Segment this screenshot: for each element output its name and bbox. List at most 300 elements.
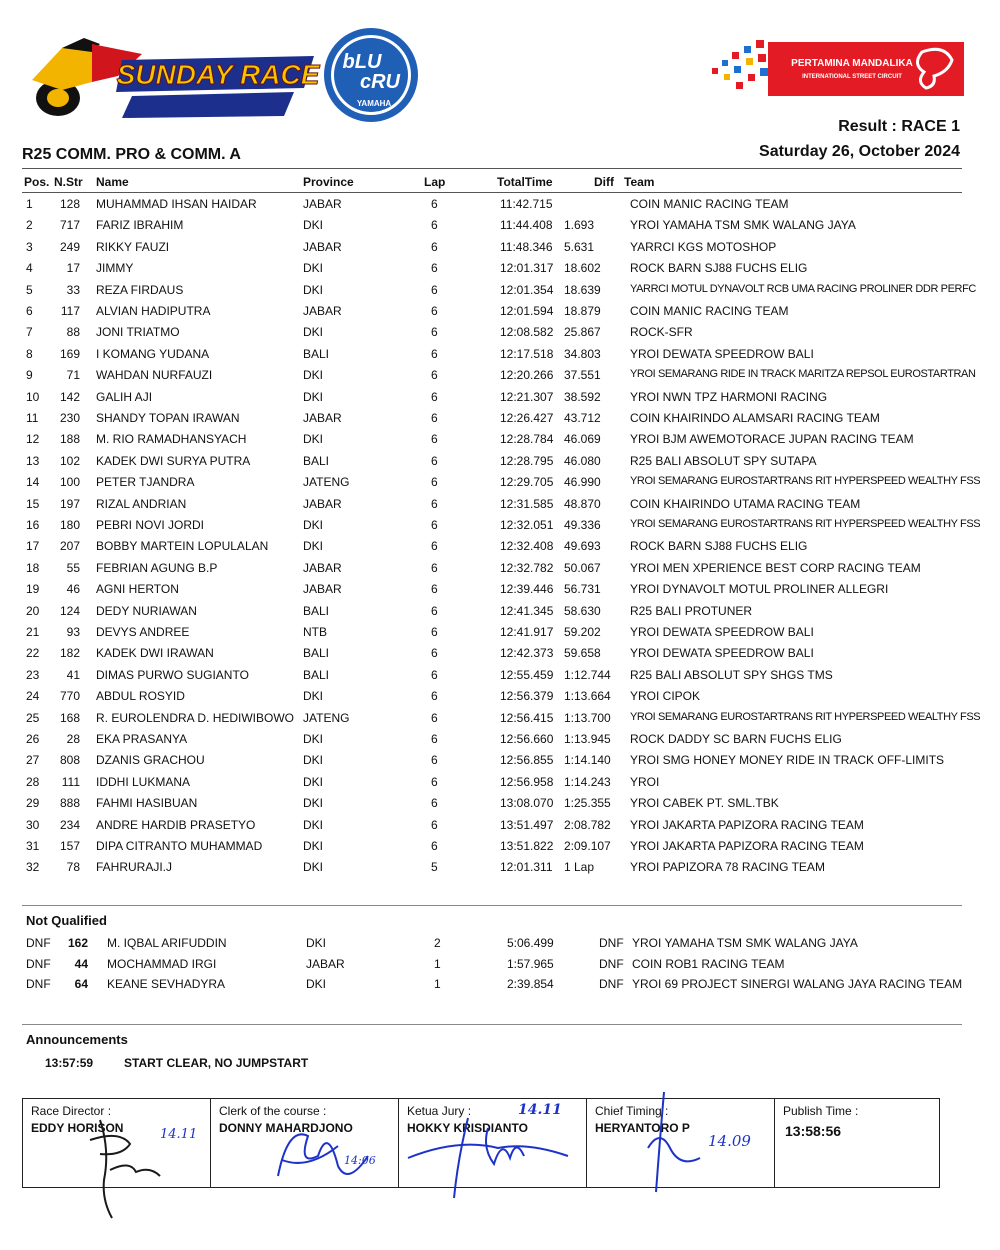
total-time-cell: 12:26.427	[500, 411, 554, 425]
team-cell: YROI SEMARANG EUROSTARTRANS RIT HYPERSPEED WEALTHY FSS	[630, 475, 981, 488]
province-cell: DKI	[303, 368, 324, 383]
col-pos: Pos.	[24, 175, 50, 189]
rider-name-cell: JIMMY	[96, 261, 134, 276]
team-cell: YROI CIPOK	[630, 689, 701, 704]
rider-name-cell: FAHRURAJI.J	[96, 860, 173, 875]
total-time-cell: 11:44.408	[500, 218, 553, 233]
lap-cell: 6	[431, 325, 438, 340]
start-number-cell: 197	[59, 496, 80, 511]
rider-name-cell: JONI TRIATMO	[96, 325, 180, 340]
province-cell: DKI	[303, 732, 324, 746]
province-cell: DKI	[306, 936, 327, 950]
diff-cell: 34.803	[564, 346, 601, 361]
province-cell: DKI	[303, 753, 324, 768]
table-row	[0, 539, 1000, 560]
mandalika-subtitle: INTERNATIONAL STREET CIRCUIT	[802, 74, 902, 80]
lap-cell: 2	[434, 936, 441, 950]
status-cell: DNF	[26, 977, 51, 991]
table-row	[0, 218, 1000, 239]
not-qualified-title: Not Qualified	[26, 913, 107, 928]
total-time-cell: 12:08.582	[500, 325, 554, 340]
pos-cell: 4	[26, 261, 33, 276]
blu-text: bLU	[342, 51, 382, 73]
province-cell: DKI	[303, 860, 324, 875]
team-cell: YROI SEMARANG RIDE IN TRACK MARITZA REPSOL EUROSTARTRAN	[630, 368, 976, 381]
mandalika-title: PERTAMINA MANDALIKA	[791, 58, 913, 69]
team-cell: YARRCI KGS MOTOSHOP	[630, 239, 777, 254]
start-number-cell: 249	[59, 239, 80, 254]
table-row	[0, 957, 1000, 978]
table-row	[0, 732, 1000, 753]
sunday-text: SUNDAY RACE	[116, 59, 320, 90]
lap-cell: 6	[431, 239, 438, 254]
lap-cell: 6	[431, 282, 438, 297]
total-time-cell: 12:01.311	[500, 860, 553, 875]
lap-cell: 6	[431, 774, 438, 789]
team-cell: YROI YAMAHA TSM SMK WALANG JAYA	[632, 936, 858, 950]
province-cell: JABAR	[303, 304, 342, 318]
rider-name-cell: FAHMI HASIBUAN	[96, 796, 198, 811]
total-time-cell: 12:56.415	[500, 710, 554, 725]
table-row	[0, 454, 1000, 475]
col-name: Name	[96, 175, 129, 189]
clerk-signature	[268, 1116, 398, 1196]
race-director-date-note: 14.11	[160, 1127, 198, 1142]
team-cell: YARRCI MOTUL DYNAVOLT RCB UMA RACING PROLINER DDR PERFC	[630, 282, 976, 295]
diff-cell: 18.639	[564, 282, 601, 297]
total-time-cell: 11:42.715	[500, 197, 553, 211]
pos-cell: 18	[26, 560, 40, 575]
province-cell: BALI	[303, 346, 330, 361]
diff-cell: 37.551	[564, 368, 601, 383]
diff-cell: DNF	[599, 977, 624, 991]
rider-name-cell: KEANE SEVHADYRA	[107, 977, 226, 991]
lap-cell: 6	[431, 346, 438, 361]
team-cell: YROI MEN XPERIENCE BEST CORP RACING TEAM	[630, 560, 921, 575]
diff-cell: 18.879	[564, 304, 601, 318]
start-number-cell: 230	[59, 411, 80, 425]
rider-name-cell: RIKKY FAUZI	[96, 239, 170, 254]
diff-cell: 56.731	[564, 582, 601, 597]
results-end-divider	[22, 905, 962, 906]
team-cell: COIN ROB1 RACING TEAM	[632, 956, 785, 971]
table-row	[0, 432, 1000, 453]
timing-date-note: 14.09	[708, 1132, 751, 1150]
diff-cell: 1:14.140	[564, 753, 611, 768]
province-cell: DKI	[303, 689, 324, 704]
diff-cell: 2:09.107	[564, 839, 611, 853]
team-cell: YROI DEWATA SPEEDROW BALI	[630, 625, 814, 639]
province-cell: DKI	[303, 796, 324, 811]
pos-cell: 10	[26, 389, 40, 404]
rider-name-cell: WAHDAN NURFAUZI	[96, 368, 213, 383]
start-number-cell: 234	[59, 817, 80, 832]
jury-date-note: 14.11	[518, 1102, 562, 1118]
province-cell: JATENG	[303, 710, 350, 725]
pos-cell: 7	[26, 325, 33, 340]
total-time-cell: 12:01.317	[500, 261, 554, 276]
rider-name-cell: SHANDY TOPAN IRAWAN	[96, 411, 240, 425]
diff-cell: 59.202	[564, 625, 601, 639]
table-row	[0, 347, 1000, 368]
table-row	[0, 390, 1000, 411]
table-row	[0, 796, 1000, 817]
team-cell: COIN KHAIRINDO ALAMSARI RACING TEAM	[630, 411, 880, 425]
pos-cell: 6	[26, 304, 33, 318]
lap-cell: 6	[431, 817, 438, 832]
total-time-cell: 12:41.345	[500, 603, 554, 618]
table-row	[0, 668, 1000, 689]
province-cell: DKI	[303, 261, 324, 276]
total-time-cell: 12:32.051	[500, 518, 554, 532]
team-cell: YROI SEMARANG EUROSTARTRANS RIT HYPERSPEED WEALTHY FSS	[630, 710, 981, 723]
rider-name-cell: DIPA CITRANTO MUHAMMAD	[96, 839, 263, 853]
cru-text: cRU	[359, 71, 401, 93]
total-time-cell: 1:57.965	[507, 956, 554, 971]
province-cell: JABAR	[306, 956, 345, 971]
start-number-cell: 100	[59, 475, 80, 490]
pos-cell: 12	[26, 432, 40, 447]
pos-cell: 3	[26, 239, 33, 254]
lap-cell: 6	[431, 625, 438, 639]
team-cell: ROCK BARN SJ88 FUCHS ELIG	[630, 539, 808, 554]
province-cell: DKI	[303, 817, 324, 832]
diff-cell: 1:14.243	[564, 774, 611, 789]
rider-name-cell: DEDY NURIAWAN	[96, 603, 197, 618]
team-cell: YROI SMG HONEY MONEY RIDE IN TRACK OFF-LIMITS	[630, 753, 945, 768]
col-total: TotalTime	[497, 175, 553, 189]
team-cell: ROCK-SFR	[630, 325, 693, 340]
start-number-cell: 111	[61, 774, 80, 789]
lap-cell: 6	[431, 796, 438, 811]
total-time-cell: 12:56.379	[500, 689, 554, 704]
rider-name-cell: AGNI HERTON	[96, 582, 179, 597]
total-time-cell: 12:20.266	[500, 368, 554, 383]
col-province: Province	[303, 175, 354, 189]
table-row	[0, 818, 1000, 839]
col-diff: Diff	[594, 175, 614, 189]
province-cell: DKI	[303, 774, 324, 789]
start-number-cell: 180	[59, 518, 80, 532]
nq-end-divider	[22, 1024, 962, 1025]
diff-cell: 46.990	[564, 475, 601, 490]
lap-cell: 6	[431, 432, 438, 447]
rider-name-cell: R. EUROLENDRA D. HEDIWIBOWO	[96, 710, 295, 725]
team-cell: YROI YAMAHA TSM SMK WALANG JAYA	[630, 218, 856, 233]
diff-cell: 38.592	[564, 389, 601, 404]
total-time-cell: 13:08.070	[500, 796, 554, 811]
table-row	[0, 475, 1000, 496]
timing-name: HERYANTORO P	[595, 1121, 690, 1135]
rider-name-cell: KADEK DWI SURYA PUTRA	[96, 453, 251, 468]
table-row	[0, 604, 1000, 625]
diff-cell: 18.602	[564, 261, 601, 276]
diff-cell: 58.630	[564, 603, 601, 618]
province-cell: JABAR	[303, 496, 342, 511]
lap-cell: 6	[431, 304, 438, 318]
pos-cell: 26	[26, 732, 40, 746]
lap-cell: 6	[431, 411, 438, 425]
diff-cell: 46.080	[564, 453, 601, 468]
lap-cell: 6	[431, 582, 438, 597]
lap-cell: 6	[431, 389, 438, 404]
rider-name-cell: PETER TJANDRA	[96, 475, 195, 490]
pos-cell: 22	[26, 646, 40, 661]
province-cell: DKI	[303, 218, 324, 233]
total-time-cell: 12:56.855	[500, 753, 554, 768]
team-cell: YROI BJM AWEMOTORACE JUPAN RACING TEAM	[630, 432, 914, 447]
rider-name-cell: EKA PRASANYA	[96, 732, 188, 746]
publish-time: 13:58:56	[785, 1123, 842, 1139]
table-row	[0, 711, 1000, 732]
clerk-name: DONNY MAHARDJONO	[219, 1121, 353, 1135]
announcement-time: 13:57:59	[45, 1056, 94, 1070]
table-row	[0, 689, 1000, 710]
total-time-cell: 12:29.705	[500, 475, 554, 490]
rider-name-cell: M. IQBAL ARIFUDDIN	[107, 936, 227, 950]
start-number-cell: 93	[66, 625, 80, 639]
start-number-cell: 168	[59, 710, 80, 725]
rider-name-cell: ABDUL ROSYID	[96, 689, 185, 704]
lap-cell: 6	[431, 518, 438, 532]
lap-cell: 6	[431, 560, 438, 575]
status-cell: DNF	[26, 936, 51, 950]
table-row	[0, 753, 1000, 774]
pos-cell: 25	[26, 710, 40, 725]
status-cell: DNF	[26, 956, 51, 971]
lap-cell: 6	[431, 368, 438, 383]
total-time-cell: 12:32.782	[500, 560, 554, 575]
province-cell: DKI	[303, 325, 324, 340]
team-cell: COIN MANIC RACING TEAM	[630, 304, 789, 318]
team-cell: YROI CABEK PT. SML.TBK	[630, 796, 779, 811]
rider-name-cell: MUHAMMAD IHSAN HAIDAR	[96, 197, 257, 211]
team-cell: ROCK BARN SJ88 FUCHS ELIG	[630, 261, 808, 276]
pos-cell: 24	[26, 689, 40, 704]
diff-cell: 46.069	[564, 432, 601, 447]
province-cell: DKI	[303, 282, 324, 297]
diff-cell: 2:08.782	[564, 817, 611, 832]
rider-name-cell: ANDRE HARDIB PRASETYO	[96, 817, 256, 832]
rider-name-cell: PEBRI NOVI JORDI	[96, 518, 205, 532]
start-number-cell: 117	[60, 304, 80, 318]
province-cell: DKI	[303, 432, 324, 447]
diff-cell: 1:12.744	[564, 667, 611, 682]
table-row	[0, 936, 1000, 957]
lap-cell: 6	[431, 646, 438, 661]
header-divider	[22, 168, 962, 169]
team-cell: R25 BALI PROTUNER	[630, 603, 753, 618]
table-row	[0, 197, 1000, 218]
start-number-cell: 17	[66, 261, 80, 276]
jury-label: Ketua Jury :	[407, 1104, 472, 1118]
lap-cell: 6	[431, 218, 438, 233]
team-cell: R25 BALI ABSOLUT SPY SUTAPA	[630, 453, 817, 468]
start-number-cell: 142	[59, 389, 80, 404]
diff-cell: DNF	[599, 936, 624, 950]
pos-cell: 21	[26, 625, 40, 639]
class-title: R25 COMM. PRO & COMM. A	[22, 146, 241, 163]
lap-cell: 6	[431, 839, 438, 853]
timing-label: Chief Timing :	[595, 1104, 669, 1118]
lap-cell: 6	[431, 453, 438, 468]
race-director-signature	[60, 1110, 200, 1220]
result-title: Result : RACE 1	[838, 118, 960, 135]
start-number-cell: 71	[66, 368, 80, 383]
lap-cell: 6	[431, 475, 438, 490]
team-cell: YROI	[630, 774, 660, 789]
pos-cell: 13	[26, 453, 40, 468]
total-time-cell: 12:31.585	[500, 496, 554, 511]
province-cell: JABAR	[303, 239, 342, 254]
pos-cell: 15	[26, 496, 40, 511]
diff-cell: 1.693	[564, 218, 595, 233]
table-row	[0, 304, 1000, 325]
team-cell: YROI DYNAVOLT MOTUL PROLINER ALLEGRI	[630, 582, 889, 597]
province-cell: JABAR	[303, 582, 342, 597]
province-cell: BALI	[303, 646, 330, 661]
start-number-cell: 182	[59, 646, 80, 661]
start-number-cell: 46	[66, 582, 80, 597]
lap-cell: 6	[431, 689, 438, 704]
table-row	[0, 325, 1000, 346]
total-time-cell: 12:32.408	[500, 539, 554, 554]
rider-name-cell: KADEK DWI IRAWAN	[96, 646, 214, 661]
lap-cell: 6	[431, 496, 438, 511]
start-number-cell: 169	[59, 346, 80, 361]
start-number-cell: 55	[66, 560, 80, 575]
table-row	[0, 518, 1000, 539]
table-row	[0, 497, 1000, 518]
ketua-jury-signature	[398, 1098, 588, 1208]
pos-cell: 32	[26, 860, 40, 875]
total-time-cell: 13:51.822	[500, 839, 554, 853]
start-number-cell: 78	[66, 860, 80, 875]
total-time-cell: 12:01.594	[500, 304, 554, 318]
diff-cell: DNF	[599, 956, 624, 971]
diff-cell: 1:13.945	[564, 732, 611, 746]
rider-name-cell: DZANIS GRACHOU	[96, 753, 205, 768]
total-time-cell: 12:42.373	[500, 646, 554, 661]
publish-time-box	[774, 1098, 940, 1188]
lap-cell: 1	[434, 956, 441, 971]
province-cell: JATENG	[303, 475, 350, 490]
rider-name-cell: RIZAL ANDRIAN	[96, 496, 187, 511]
table-row	[0, 283, 1000, 304]
clerk-date-note: 14:06	[344, 1154, 376, 1167]
rider-name-cell: BOBBY MARTEIN LOPULALAN	[96, 539, 269, 554]
province-cell: NTB	[303, 625, 327, 639]
total-time-cell: 11:48.346	[500, 239, 553, 254]
table-row	[0, 775, 1000, 796]
start-number-cell: 162	[67, 936, 88, 950]
diff-cell: 1:13.700	[564, 710, 611, 725]
announcements-title: Announcements	[26, 1032, 128, 1047]
pos-cell: 19	[26, 582, 40, 597]
province-cell: DKI	[306, 977, 327, 991]
start-number-cell: 808	[59, 753, 80, 768]
team-cell: R25 BALI ABSOLUT SPY SHGS TMS	[630, 667, 833, 682]
diff-cell: 48.870	[564, 496, 601, 511]
start-number-cell: 770	[59, 689, 80, 704]
province-cell: JABAR	[303, 560, 342, 575]
table-row	[0, 860, 1000, 881]
rider-name-cell: FEBRIAN AGUNG B.P	[96, 560, 218, 575]
province-cell: DKI	[303, 539, 324, 554]
publish-label: Publish Time :	[783, 1104, 859, 1118]
team-cell: YROI DEWATA SPEEDROW BALI	[630, 346, 814, 361]
table-row	[0, 839, 1000, 860]
chief-timing-signature	[640, 1088, 770, 1198]
diff-cell: 5.631	[564, 239, 595, 254]
pos-cell: 28	[26, 774, 40, 789]
province-cell: BALI	[303, 453, 330, 468]
pos-cell: 23	[26, 667, 40, 682]
province-cell: DKI	[303, 839, 324, 853]
province-cell: BALI	[303, 603, 330, 618]
lap-cell: 6	[431, 261, 438, 276]
blu-cru-logo	[322, 26, 420, 124]
yamaha-text: YAMAHA	[356, 99, 392, 108]
province-cell: JABAR	[303, 197, 342, 211]
team-cell: COIN KHAIRINDO UTAMA RACING TEAM	[630, 496, 861, 511]
race-date: Saturday 26, October 2024	[759, 143, 960, 160]
column-header-divider	[22, 192, 962, 193]
total-time-cell: 12:39.446	[500, 582, 554, 597]
start-number-cell: 157	[59, 839, 80, 853]
total-time-cell: 12:28.795	[500, 453, 554, 468]
start-number-cell: 41	[66, 667, 80, 682]
clerk-label: Clerk of the course :	[219, 1104, 327, 1118]
table-row	[0, 625, 1000, 646]
pertamina-mandalika-logo	[712, 38, 964, 100]
table-row	[0, 240, 1000, 261]
pos-cell: 20	[26, 603, 40, 618]
start-number-cell: 717	[59, 218, 80, 233]
pos-cell: 29	[26, 796, 40, 811]
pos-cell: 17	[26, 539, 40, 554]
col-lap: Lap	[424, 175, 446, 189]
team-cell: YROI SEMARANG EUROSTARTRANS RIT HYPERSPEED WEALTHY FSS	[630, 518, 981, 530]
race-director-label: Race Director :	[31, 1104, 112, 1118]
total-time-cell: 12:55.459	[500, 667, 554, 682]
rider-name-cell: REZA FIRDAUS	[96, 282, 184, 297]
diff-cell: 49.693	[564, 539, 601, 554]
diff-cell: 1:13.664	[564, 689, 611, 704]
start-number-cell: 128	[59, 197, 80, 211]
rider-name-cell: DIMAS PURWO SUGIANTO	[96, 667, 249, 682]
announcement-text: START CLEAR, NO JUMPSTART	[124, 1056, 309, 1070]
rider-name-cell: DEVYS ANDREE	[96, 625, 190, 639]
table-row	[0, 582, 1000, 603]
table-row	[0, 261, 1000, 282]
province-cell: BALI	[303, 667, 330, 682]
lap-cell: 1	[434, 977, 441, 991]
diff-cell: 1 Lap	[564, 860, 595, 875]
rider-name-cell: ALVIAN HADIPUTRA	[96, 304, 211, 318]
team-cell: YROI JAKARTA PAPIZORA RACING TEAM	[630, 839, 864, 853]
province-cell: DKI	[303, 389, 324, 404]
start-number-cell: 188	[59, 432, 80, 447]
rider-name-cell: GALIH AJI	[96, 389, 153, 404]
team-cell: YROI PAPIZORA 78 RACING TEAM	[630, 860, 825, 875]
lap-cell: 6	[431, 539, 438, 554]
total-time-cell: 12:28.784	[500, 432, 554, 447]
rider-name-cell: MOCHAMMAD IRGI	[107, 956, 217, 971]
team-cell: YROI DEWATA SPEEDROW BALI	[630, 646, 814, 661]
total-time-cell: 12:56.660	[500, 732, 554, 746]
lap-cell: 6	[431, 732, 438, 746]
